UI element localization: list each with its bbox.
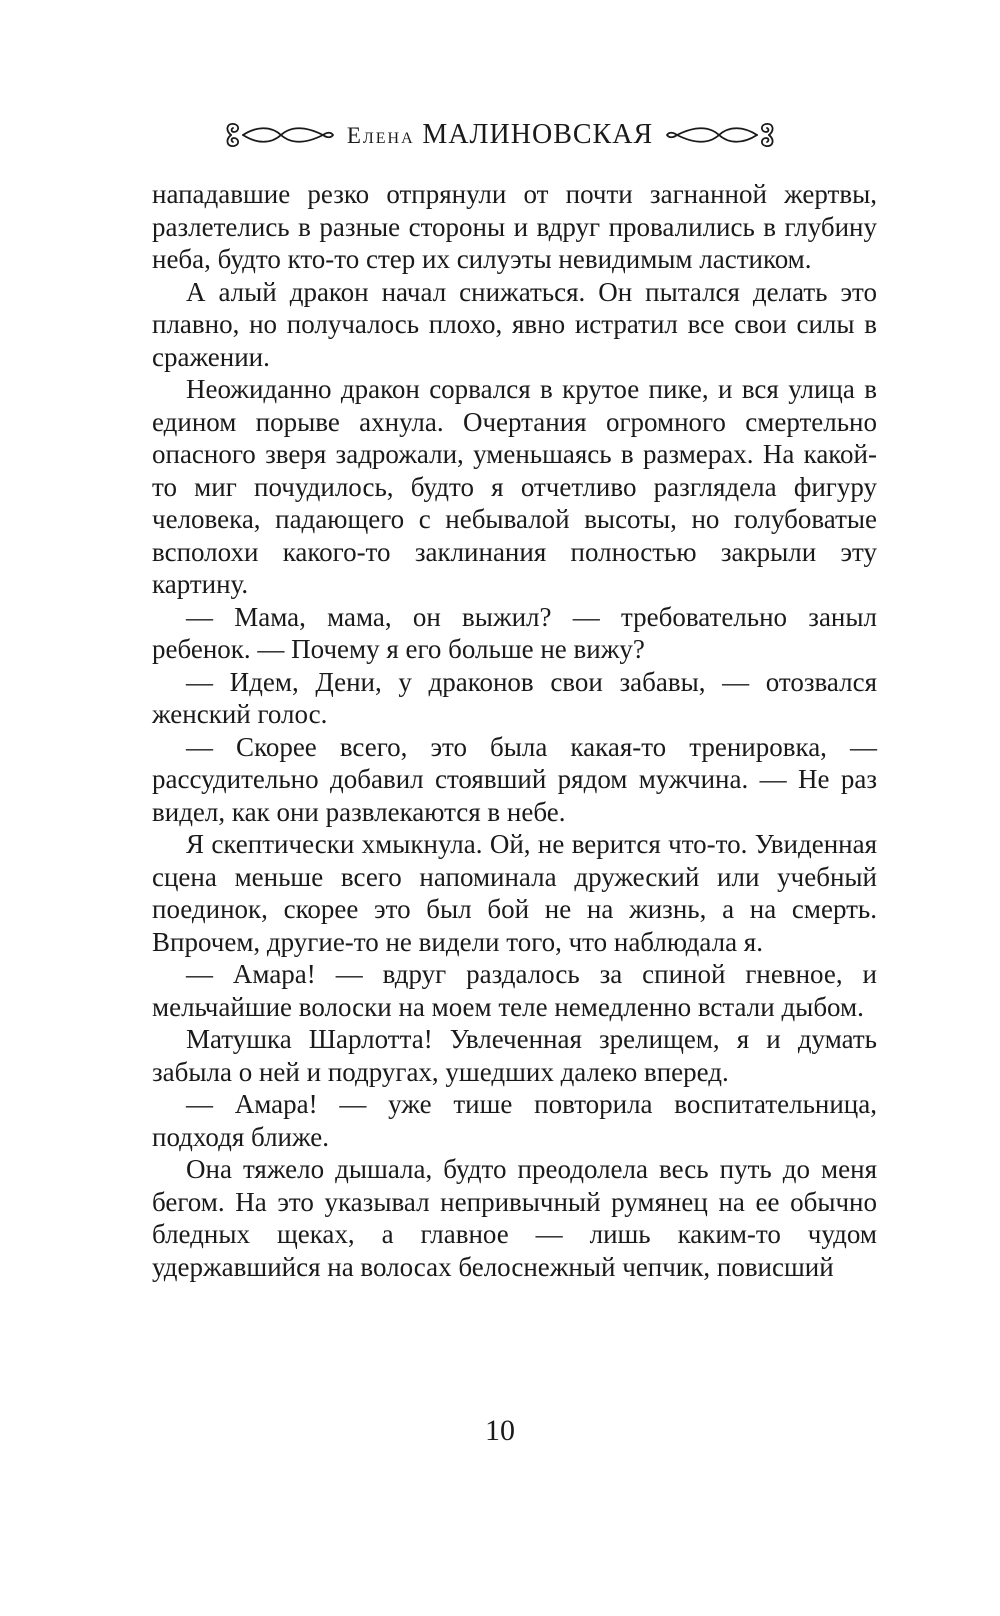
paragraph: нападавшие резко отпрянули от почти загнанной жертвы, разлетелись в разные стороны и вдруг провалились в глубину неба, будто кто-то стер их силуэты невидимым ластиком. [152, 179, 877, 274]
running-header-author [347, 119, 653, 151]
right-flourish-icon [665, 118, 777, 152]
paragraph: Матушка Шарлотта! Увлеченная зрелищем, я и думать забыла о ней и подругах, ушедших далеко вперед. [152, 1024, 877, 1087]
author-last-name: МАЛИНОВСКАЯ [422, 119, 654, 150]
paragraph: — Амара! — вдруг раздалось за спиной гневное, и мельчайшие волоски на моем теле немедленно встали дыбом. [152, 959, 877, 1022]
paragraph: — Идем, Дени, у драконов свои забавы, — отозвался женский голос. [152, 666, 877, 729]
paragraph: А алый дракон начал снижаться. Он пытался делать это плавно, но получалось плохо, явно истратил все свои силы в сражении. [152, 276, 877, 372]
body-text [152, 178, 877, 1283]
left-flourish-icon [223, 118, 335, 152]
paragraph: — Скорее всего, это была какая-то тренировка, — рассудительно добавил стоявший рядом мужчина. — Не раз видел, как они развлекаются в небе. [152, 731, 877, 827]
author-first-name: Елена [346, 123, 415, 148]
paragraph: — Мама, мама, он выжил? — требовательно заныл ребенок. — Почему я его больше не вижу? [152, 601, 877, 664]
page-number: 10 [485, 1414, 515, 1447]
paragraph: Я скептически хмыкнула. Ой, не верится что-то. Увиденная сцена меньше всего напоминала дружеский или учебный поединок, скорее это был бой не на жизнь, а на смерть. Впрочем, другие-то не видели того, что наблюдала я. [152, 829, 877, 957]
paragraph: Неожиданно дракон сорвался в крутое пике, и вся улица в едином порыве ахнула. Очертания огромного смертельно опасного зверя задрожали, уменьшаясь в размерах. На какой-то миг почудилось, будто я отчетливо разглядела фигуру человека, падающего с небывалой высоты, но голубоватые всполохи какого-то заклинания полностью закрыли эту картину. [152, 374, 877, 599]
paragraph: Она тяжело дышала, будто преодолела весь путь до меня бегом. На это указывал непривычный румянец на ее обычно бледных щеках, а главное — лишь каким-то чудом удержавшийся на волосах белоснежный чепчик, повисший [152, 1154, 877, 1282]
paragraph: — Амара! — уже тише повторила воспитательница, подходя ближе. [152, 1089, 877, 1152]
running-header [0, 112, 1000, 158]
